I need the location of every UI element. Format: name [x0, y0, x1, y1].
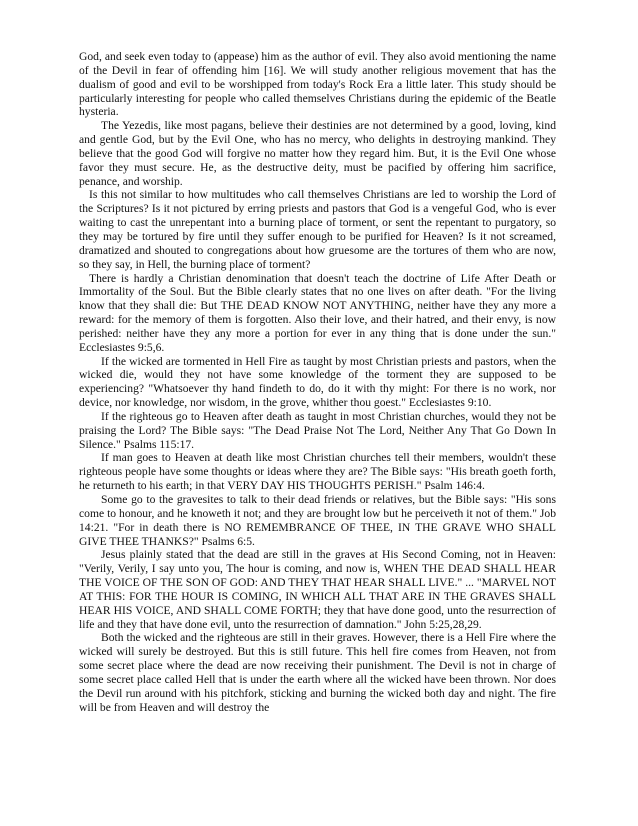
paragraph-jesus-second-coming: Jesus plainly stated that the dead are still in the graves at His Second Coming, not in Heaven: "Verily, Verily, I say unto you, The hour is coming, and now is, WHEN THE DEAD SHALL HEAR THE VOICE OF THE SON OF GOD: AND THEY THAT HEAR SHALL LIVE." ... "MARVEL NOT AT THIS: FOR THE HOUR IS COMING, IN WHICH ALL THAT ARE IN THE GRAVES SHALL HEAR HIS VOICE, AND SHALL COME FORTH; they that have done good, unto the resurrection of life and they that have done evil, unto the resurrection of damnation." John 5:25,28,29.	[79, 548, 556, 631]
paragraph-gravesites: Some go to the gravesites to talk to their dead friends or relatives, but the Bible says: "His sons come to honour, and he knoweth it not; and they are brought low but he perceiveth it not of them." Job 14:21. "For in death there is NO REMEMBRANCE OF THEE, IN THE GRAVE WHO SHALL GIVE THEE THANKS?" Psalms 6:5.	[79, 493, 556, 548]
paragraph-man-goes-heaven: If man goes to Heaven at death like most Christian churches tell their members, wouldn't these righteous people have some thoughts or ideas where they are? The Bible says: "His breath goeth forth, he returneth to his earth; in that VERY DAY HIS THOUGHTS PERISH." Psalm 146:4.	[79, 451, 556, 493]
paragraph-continuation: God, and seek even today to (appease) him as the author of evil. They also avoid mentioning the name of the Devil in fear of offending him [16]. We will study another religious movement that has the dualism of good and evil to be worshipped from today's Rock Era a little later. This study should be particularly interesting for people who called themselves Christians during the epidemic of the Beatle hysteria.	[79, 50, 556, 119]
paragraph-yezedis: The Yezedis, like most pagans, believe their destinies are not determined by a good, loving, kind and gentle God, but by the Evil One, who has no mercy, who delights in destroying mankind. They believe that the good God will forgive no matter how they regard him. But, it is the Evil One whose favor they must secure. He, as the destructive deity, must be pacified by offering him sacrifice, penance, and worship.	[79, 119, 556, 188]
paragraph-hell-fire: Both the wicked and the righteous are still in their graves. However, there is a Hell Fire where the wicked will surely be destroyed. But this is still future. This hell fire comes from Heaven, not from some secret place where the dead are now receiving their punishment. The Devil is not in charge of some secret place called Hell that is under the earth where all the wicked have been thrown. Nor does the Devil run around with his pitchfork, sticking and burning the wicked both day and night. The fire will be from Heaven and will destroy the	[79, 631, 556, 714]
paragraph-similar-worship: Is this not similar to how multitudes who call themselves Christians are led to worship the Lord of the Scriptures? Is it not pictured by erring priests and pastors that God is a vengeful God, who is ever waiting to cast the unrepentant into a burning place of torment, or sent the repentant to purgatory, so they may be tortured by fire until they suffer enough to be purified for Heaven? Is it not screamed, dramatized and shouted to congregations about how gruesome are the tortures of them who are now, so they say, in Hell, the burning place of torment?	[79, 188, 556, 271]
paragraph-wicked-tormented: If the wicked are tormented in Hell Fire as taught by most Christian priests and pastors, when the wicked die, would they not have some knowledge of the torment they are supposed to be experiencing? "Whatsoever thy hand findeth to do, do it with thy might: For there is no work, nor device, nor knowledge, nor wisdom, in the grove, whither thou goest." Ecclesiastes 9:10.	[79, 354, 556, 410]
paragraph-righteous-heaven: If the righteous go to Heaven after death as taught in most Christian churches, would they not be praising the Lord? The Bible says: "The Dead Praise Not The Lord, Neither Any That Go Down In Silence." Psalms 115:17.	[79, 409, 556, 451]
paragraph-life-after-death: There is hardly a Christian denomination that doesn't teach the doctrine of Life After Death or Immortality of the Soul. But the Bible clearly states that no one lives on after death. "For the living know that they shall die: But THE DEAD KNOW NOT ANYTHING, neither have they any more a reward: for the memory of them is forgotten. Also their love, and their hatred, and their envy, is now perished: neither have they any more a portion for ever in any thing that is done under the sun." Ecclesiastes 9:5,6.	[79, 271, 556, 354]
